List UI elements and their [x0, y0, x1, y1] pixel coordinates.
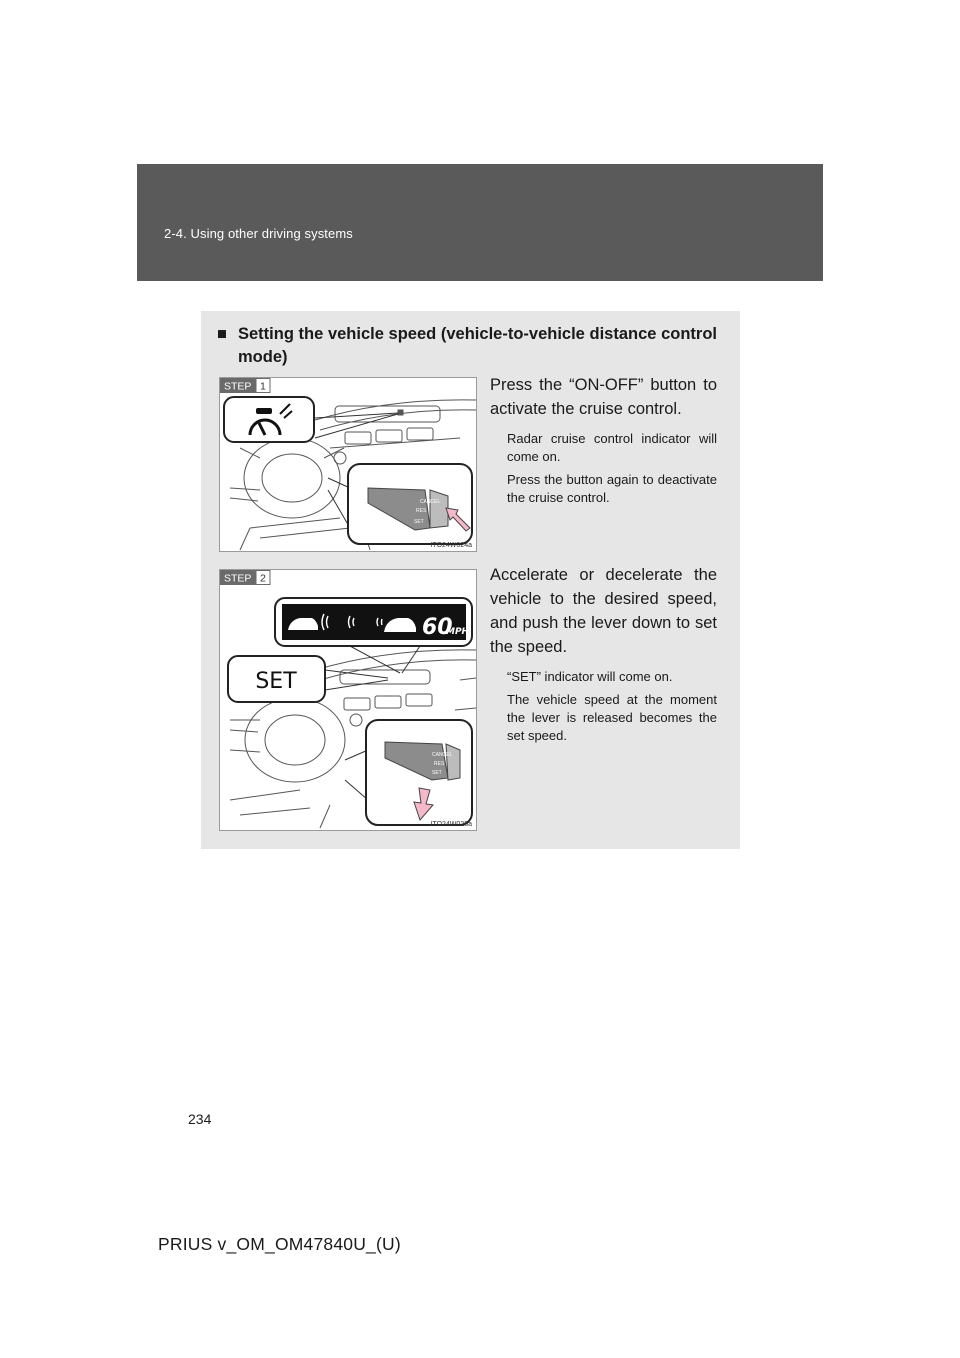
svg-text:RES: RES [416, 508, 427, 514]
step-2-note: The vehicle speed at the moment the lever is released becomes the set speed. [507, 692, 717, 743]
step-2-badge [220, 570, 270, 585]
step-1-illustration [219, 377, 477, 552]
svg-text:SET: SET [432, 770, 442, 776]
svg-text:STEP: STEP [224, 380, 252, 393]
set-speed-value: 60 [422, 615, 453, 640]
step-2-text [490, 563, 717, 745]
lever-callout [345, 720, 472, 825]
step-1-note: Radar cruise control indicator will come on. [507, 431, 717, 464]
step-1-badge [220, 378, 270, 393]
section-title: 2-4. Using other driving systems [164, 226, 353, 241]
radar-indicator-callout [224, 397, 398, 442]
svg-text:SET: SET [414, 519, 424, 525]
svg-text:2: 2 [260, 572, 266, 585]
step-2-note: “SET” indicator will come on. [507, 669, 673, 684]
step-1-text [490, 373, 717, 507]
speed-unit: MPH [446, 627, 470, 637]
step-2-instruction: Accelerate or decelerate the vehicle to the desired speed, and push the lever down to set the speed. [490, 566, 717, 656]
content-box [201, 311, 740, 849]
square-bullet-icon: ■ [217, 325, 227, 343]
svg-text:1: 1 [260, 380, 266, 393]
figure-code: ITO24W024a [430, 542, 472, 549]
heading-text: Setting the vehicle speed (vehicle-to-vehicle distance control mode) [238, 325, 717, 366]
figure-code: ITO24W025a [430, 821, 472, 828]
svg-text:CANCEL: CANCEL [432, 752, 453, 758]
header-band [137, 164, 823, 281]
set-indicator-text: SET [255, 669, 297, 694]
step-1-instruction: Press the “ON-OFF” button to activate the cruise control. [490, 376, 717, 418]
set-indicator-callout [228, 656, 388, 702]
svg-text:STEP: STEP [224, 572, 252, 585]
lever-callout [328, 464, 472, 544]
footer-document-code: PRIUS v_OM_OM47840U_(U) [158, 1234, 401, 1254]
svg-text:CANCEL: CANCEL [420, 499, 441, 505]
page-number: 234 [188, 1111, 212, 1127]
section-heading [217, 323, 717, 369]
step-1-note: Press the button again to deactivate the cruise control. [507, 472, 717, 505]
svg-text:RES: RES [434, 761, 445, 767]
step-2-illustration [219, 569, 477, 831]
